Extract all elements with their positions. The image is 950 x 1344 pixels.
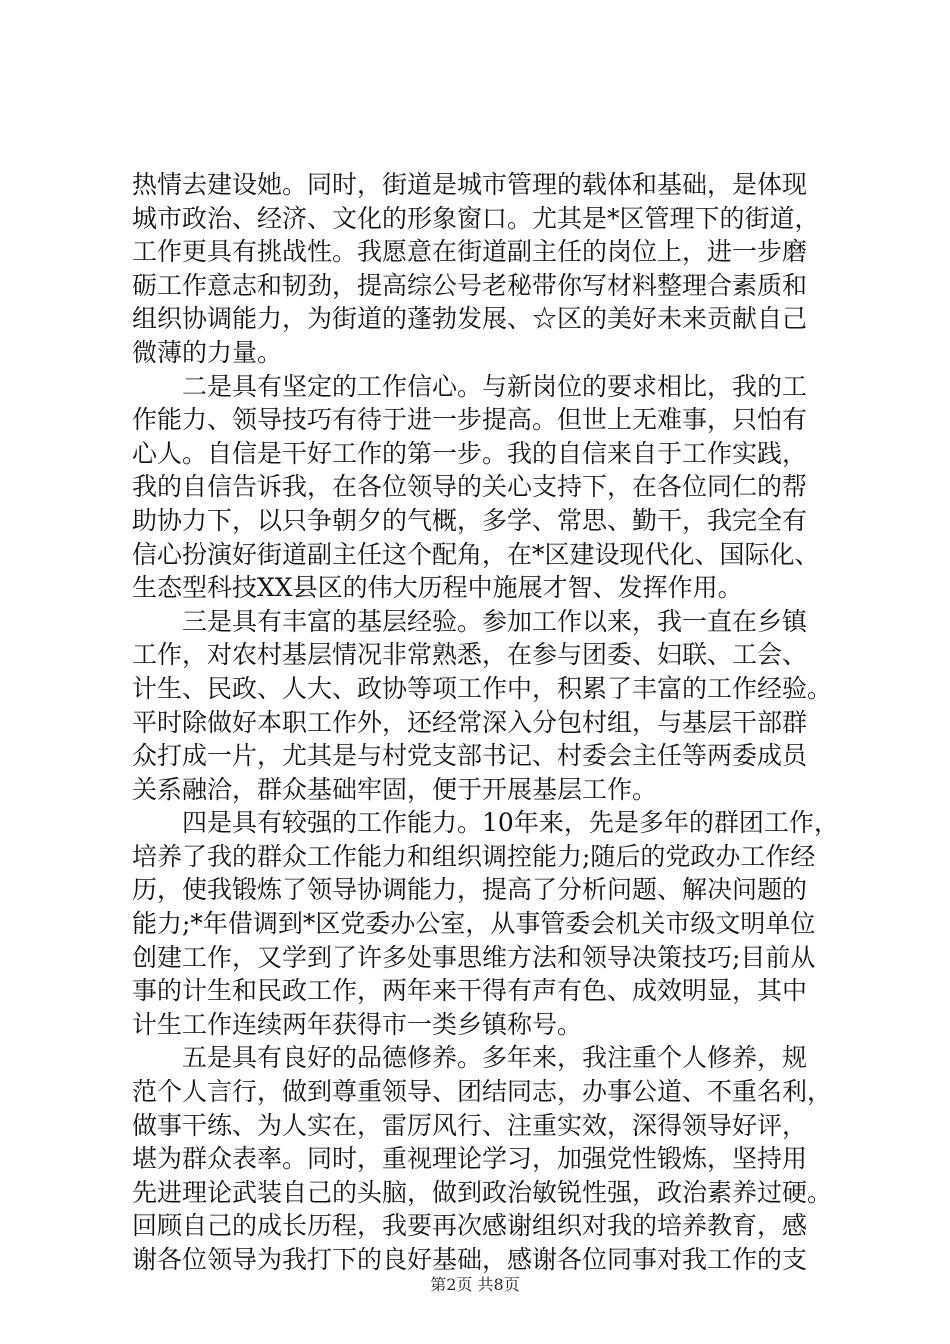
- page-footer: 第2页 共8页: [430, 1275, 520, 1294]
- paragraph-start-line: 三是具有丰富的基层经验。参加工作以来，我一直在乡镇: [182, 606, 808, 636]
- text-line: 生态型科技XX县区的伟大历程中施展才智、发挥作用。: [132, 573, 743, 603]
- text-line: 堪为群众表率。同时，重视理论学习，加强党性锻炼，坚持用: [132, 1144, 808, 1174]
- text-line: 组织协调能力，为街道的蓬勃发展、☆区的美好未来贡献自己: [132, 304, 808, 334]
- text-line: 众打成一片，尤其是与村党支部书记、村委会主任等两委成员: [132, 741, 808, 771]
- text-line: 工作更具有挑战性。我愿意在街道副主任的岗位上，进一步磨: [132, 237, 808, 267]
- paragraph-start-line: 五是具有良好的品德修养。多年来，我注重个人修养，规: [182, 1043, 808, 1073]
- text-line: 微薄的力量。: [132, 337, 283, 367]
- paragraph-start-line: 二是具有坚定的工作信心。与新岗位的要求相比，我的工: [182, 371, 808, 401]
- text-line: 城市政治、经济、文化的形象窗口。尤其是*区管理下的街道，: [132, 203, 820, 233]
- text-line: 助协力下，以只争朝夕的气概，多学、常思、勤干，我完全有: [132, 505, 808, 535]
- text-line: 事的计生和民政工作，两年来干得有声有色、成效明显，其中: [132, 976, 808, 1006]
- text-line: 范个人言行，做到尊重领导、团结同志，办事公道、不重名利，: [132, 1077, 833, 1107]
- text-line: 作能力、领导技巧有待于进一步提高。但世上无难事，只怕有: [132, 405, 808, 435]
- text-line: 工作，对农村基层情况非常熟悉，在参与团委、妇联、工会、: [132, 640, 808, 670]
- text-line: 信心扮演好街道副主任这个配角，在*区建设现代化、国际化、: [132, 539, 820, 569]
- text-line: 计生、民政、人大、政协等项工作中，积累了丰富的工作经验。: [132, 673, 833, 703]
- text-line: 平时除做好本职工作外，还经常深入分包村组，与基层干部群: [132, 707, 808, 737]
- text-line: 创建工作，又学到了许多处事思维方法和领导决策技巧;目前从: [132, 942, 816, 972]
- text-line: 培养了我的群众工作能力和组织调控能力;随后的党政办工作经: [132, 841, 816, 871]
- text-line: 我的自信告诉我，在各位领导的关心支持下，在各位同仁的帮: [132, 472, 808, 502]
- text-line: 先进理论武装自己的头脑，做到政治敏锐性强，政治素养过硬。: [132, 1177, 833, 1207]
- text-line: 做事干练、为人实在，雷厉风行、注重实效，深得领导好评，: [132, 1110, 808, 1140]
- text-line: 回顾自己的成长历程，我要再次感谢组织对我的培养教育，感: [132, 1211, 808, 1241]
- text-line: 计生工作连续两年获得市一类乡镇称号。: [132, 1009, 583, 1039]
- document-body: [132, 168, 839, 1277]
- text-line: 砺工作意志和韧劲，提高综公号老秘带你写材料整理合素质和: [132, 270, 808, 300]
- text-line: 关系融洽，群众基础牢固，便于开展基层工作。: [132, 774, 658, 804]
- paragraph-start-line: 四是具有较强的工作能力。10年来，先是多年的群团工作，: [182, 808, 839, 838]
- text-line: 能力;*年借调到*区党委办公室，从事管委会机关市级文明单位: [132, 909, 816, 939]
- text-line: 谢各位领导为我打下的良好基础，感谢各位同事对我工作的支: [132, 1245, 808, 1274]
- text-line: 历，使我锻炼了领导协调能力，提高了分析问题、解决问题的: [132, 875, 808, 905]
- text-line: 热情去建设她。同时，街道是城市管理的载体和基础，是体现: [132, 170, 808, 199]
- text-line: 心人。自信是干好工作的第一步。我的自信来自于工作实践，: [132, 438, 808, 468]
